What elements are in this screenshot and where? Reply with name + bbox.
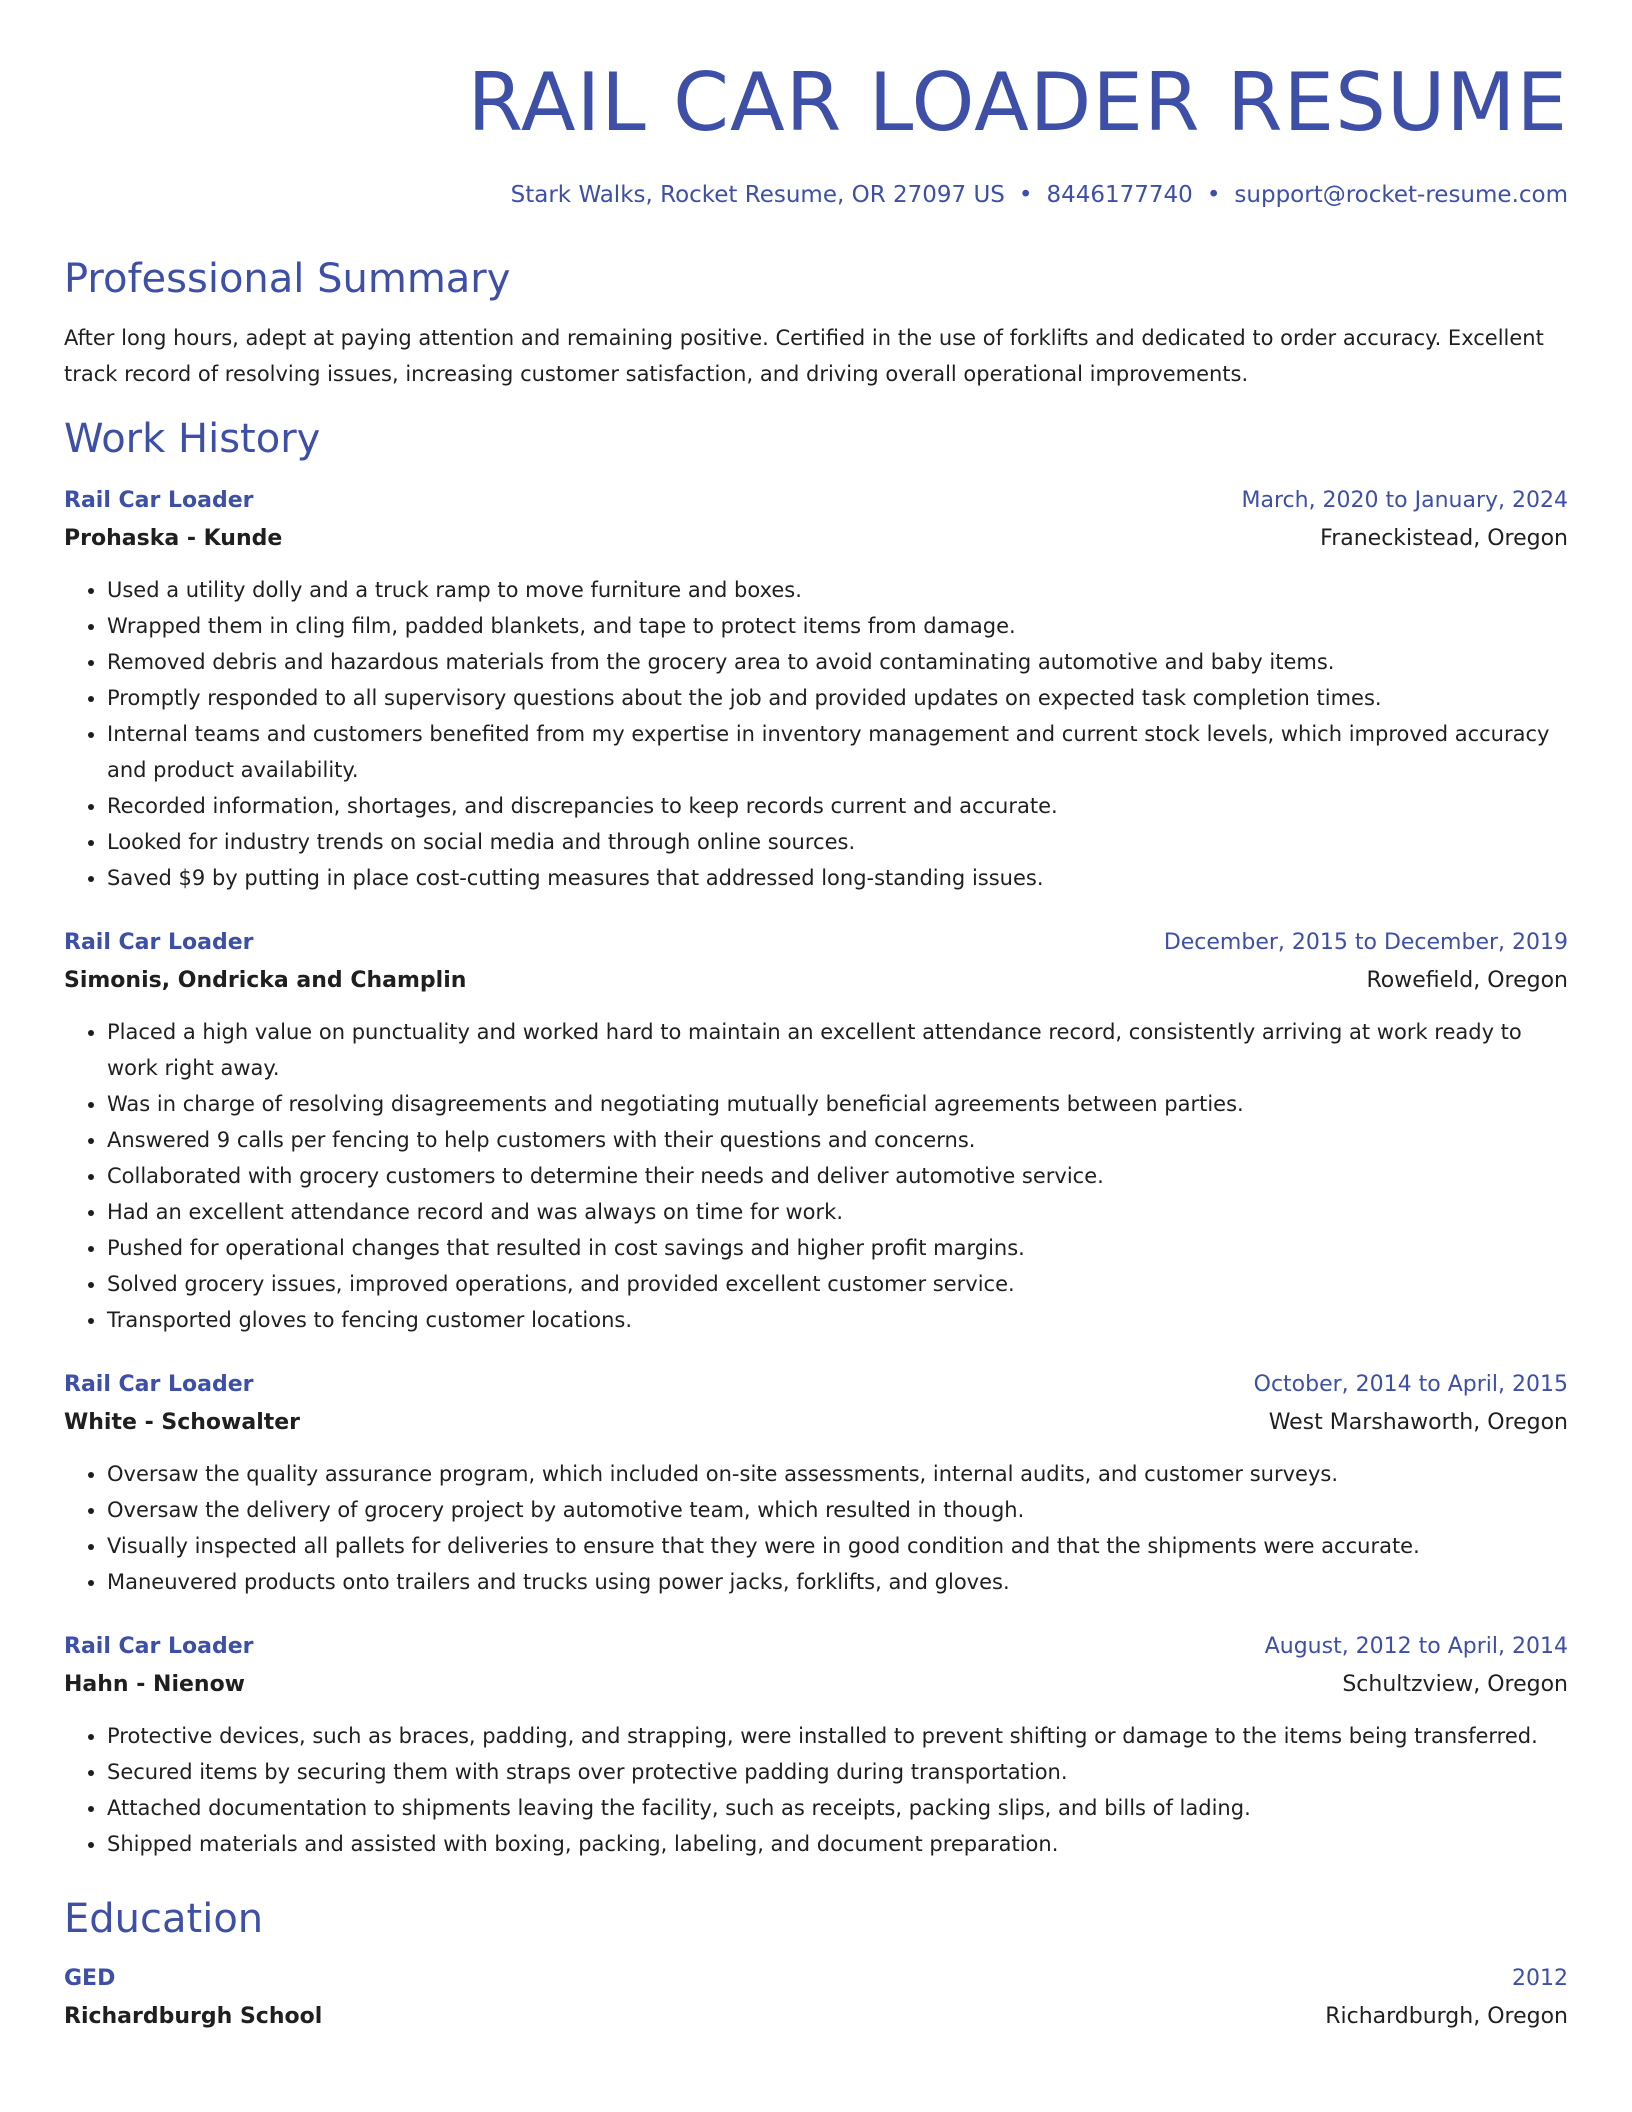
education-degree: GED — [64, 1966, 116, 1991]
contact-line — [64, 178, 1568, 212]
job-company: Simonis, Ondricka and Champlin — [64, 968, 467, 993]
job-dates: October, 2014 to April, 2015 — [1253, 1372, 1568, 1397]
education-year: 2012 — [1512, 1966, 1568, 1991]
contact-phone: 8446177740 — [1046, 182, 1193, 208]
job-entry — [64, 482, 1568, 896]
job-location: Franeckistead, Oregon — [1320, 526, 1568, 551]
summary-text: After long hours, adept at paying attention and remaining positive. Certified in the use of forklifts and dedicated to order accuracy. Excellent track record of resolving issues, increasing customer satisfaction, and driving overall operational improvements. — [64, 326, 1544, 386]
education-heading: Education — [64, 1896, 264, 1942]
job-bullet: • Oversaw the quality assurance program, which included on-site assessments, internal audits, and customer surveys. — [107, 1456, 1568, 1492]
job-bullet: • Answered 9 calls per fencing to help customers with their questions and concerns. — [107, 1122, 1568, 1158]
job-bullet: • Collaborated with grocery customers to determine their needs and deliver automotive service. — [107, 1158, 1568, 1194]
work-history-heading: Work History — [64, 416, 321, 462]
job-bullet-list — [64, 1014, 1568, 1338]
education-location: Richardburgh, Oregon — [1325, 2004, 1568, 2029]
job-bullet: • Protective devices, such as braces, padding, and strapping, were installed to prevent shifting or damage to the items being transferred. — [107, 1718, 1568, 1754]
job-bullet: • Attached documentation to shipments leaving the facility, such as receipts, packing slips, and bills of lading. — [107, 1790, 1568, 1826]
job-bullet: • Used a utility dolly and a truck ramp to move furniture and boxes. — [107, 572, 1568, 608]
job-company: White - Schowalter — [64, 1410, 301, 1435]
job-bullet: • Shipped materials and assisted with boxing, packing, labeling, and document preparation. — [107, 1826, 1568, 1862]
job-entry — [64, 1366, 1568, 1600]
job-company: Prohaska - Kunde — [64, 526, 283, 551]
job-title: Rail Car Loader — [64, 1372, 254, 1397]
job-bullet: • Removed debris and hazardous materials from the grocery area to avoid contaminating automotive and baby items. — [107, 644, 1568, 680]
contact-separator: • — [1018, 182, 1033, 208]
job-bullet: • Transported gloves to fencing customer locations. — [107, 1302, 1568, 1338]
job-location: Rowefield, Oregon — [1366, 968, 1568, 993]
job-title: Rail Car Loader — [64, 930, 254, 955]
job-bullet: • Was in charge of resolving disagreements and negotiating mutually beneficial agreements between parties. — [107, 1086, 1568, 1122]
job-bullet: • Internal teams and customers benefited from my expertise in inventory management and current stock levels, which improved accuracy and product availability. — [107, 716, 1568, 788]
job-bullet: • Pushed for operational changes that resulted in cost savings and higher profit margins. — [107, 1230, 1568, 1266]
job-bullet-list — [64, 1718, 1568, 1862]
job-company: Hahn - Nienow — [64, 1672, 246, 1697]
job-bullet-list — [64, 1456, 1568, 1600]
summary-heading: Professional Summary — [64, 256, 511, 302]
job-dates: December, 2015 to December, 2019 — [1163, 930, 1568, 955]
education-school: Richardburgh School — [64, 2004, 323, 2029]
job-bullet: • Maneuvered products onto trailers and trucks using power jacks, forklifts, and gloves. — [107, 1564, 1568, 1600]
work-history-list — [64, 482, 1568, 1862]
job-location: West Marshaworth, Oregon — [1268, 1410, 1568, 1435]
job-bullet: • Wrapped them in cling film, padded blankets, and tape to protect items from damage. — [107, 608, 1568, 644]
job-location: Schultzview, Oregon — [1342, 1672, 1568, 1697]
job-bullet: • Had an excellent attendance record and was always on time for work. — [107, 1194, 1568, 1230]
education-entry — [64, 1960, 1568, 2036]
job-entry — [64, 1628, 1568, 1862]
job-title: Rail Car Loader — [64, 488, 254, 513]
contact-email[interactable]: support@rocket-resume.com — [1234, 182, 1568, 208]
contact-separator: • — [1206, 182, 1221, 208]
job-dates: March, 2020 to January, 2024 — [1241, 488, 1568, 513]
job-bullet: • Promptly responded to all supervisory questions about the job and provided updates on expected task completion times. — [107, 680, 1568, 716]
job-bullet: • Placed a high value on punctuality and worked hard to maintain an excellent attendance record, consistently arriving at work ready to work right away. — [107, 1014, 1568, 1086]
job-entry — [64, 924, 1568, 1338]
job-title: Rail Car Loader — [64, 1634, 254, 1659]
job-bullet-list — [64, 572, 1568, 896]
contact-address: Stark Walks, Rocket Resume, OR 27097 US — [510, 182, 1005, 208]
job-bullet: • Oversaw the delivery of grocery project by automotive team, which resulted in though. — [107, 1492, 1568, 1528]
job-bullet: • Looked for industry trends on social media and through online sources. — [107, 824, 1568, 860]
job-dates: August, 2012 to April, 2014 — [1264, 1634, 1568, 1659]
job-bullet: • Visually inspected all pallets for deliveries to ensure that they were in good condition and that the shipments were accurate. — [107, 1528, 1568, 1564]
job-bullet: • Solved grocery issues, improved operations, and provided excellent customer service. — [107, 1266, 1568, 1302]
job-bullet: • Secured items by securing them with straps over protective padding during transportation. — [107, 1754, 1568, 1790]
job-bullet: • Recorded information, shortages, and discrepancies to keep records current and accurate. — [107, 788, 1568, 824]
job-bullet: • Saved $9 by putting in place cost-cutting measures that addressed long-standing issues. — [107, 860, 1568, 896]
resume-title: RAIL CAR LOADER RESUME — [467, 56, 1568, 149]
